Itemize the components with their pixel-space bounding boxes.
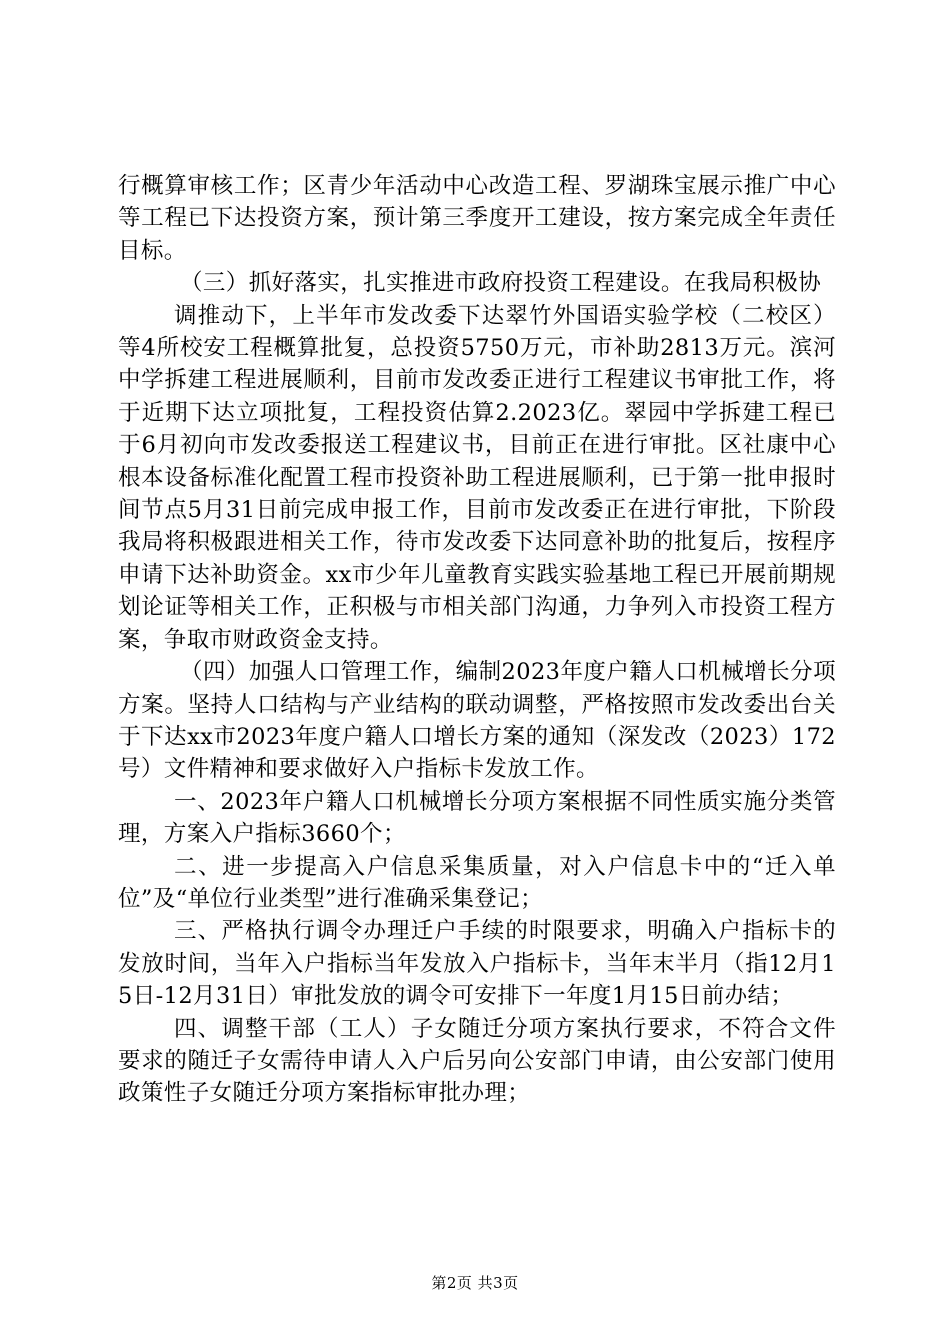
paragraph-6: 二、进一步提高入户信息采集质量，对入户信息卡中的“迁入单位”及“单位行业类型”进行准确采集登记； <box>118 853 836 912</box>
paragraph-7: 三、严格执行调令办理迁户手续的时限要求，明确入户指标卡的发放时间，当年入户指标当年发放入户指标卡，当年末半月（指12月15日-12月31日）审批发放的调令可安排下一年度1月15日前办结； <box>118 918 836 1010</box>
paragraph-5: 一、2023年户籍人口机械增长分项方案根据不同性质实施分类管理，方案入户指标3660个； <box>118 788 836 848</box>
paragraph-3: 调推动下，上半年市发改委下达翠竹外国语实验学校（二校区）等4所校安工程概算批复，总投资5750万元，市补助2813万元。滨河中学拆建工程进展顺利，目前市发改委正进行工程建议书审批工作，将于近期下达立项批复，工程投资估算2.2023亿。翠园中学拆建工程已于6月初向市发改委报送工程建议书，目前正在进行审批。区社康中心根本设备标准化配置工程市投资补助工程进展顺利，已于第一批申报时间节点5月31日前完成申报工作，目前市发改委正在进行审批，下阶段我局将积极跟进相关工作，待市发改委下达同意补助的批复后，按程序申请下达补助资金。xx市少年儿童教育实践实验基地工程已开展前期规划论证等相关工作，正积极与市相关部门沟通，力争列入市投资工程方案，争取市财政资金支持。 <box>118 302 836 653</box>
page-footer: 第2页 共3页 <box>431 1274 519 1292</box>
paragraph-4: （四）加强人口管理工作，编制2023年度户籍人口机械增长分项方案。坚持人口结构与产业结构的联动调整，严格按照市发改委出台关于下达xx市2023年度户籍人口增长方案的通知（深发改（2023）172号）文件精神和要求做好入户指标卡发放工作。 <box>118 659 836 783</box>
paragraph-2: （三）抓好落实，扎实推进市政府投资工程建设。在我局积极协 <box>180 270 822 297</box>
document-body <box>118 170 836 1110</box>
paragraph-1: 行概算审核工作；区青少年活动中心改造工程、罗湖珠宝展示推广中心等工程已下达投资方案，预计第三季度开工建设，按方案完成全年责任目标。 <box>118 173 836 264</box>
paragraph-8: 四、调整干部（工人）子女随迁分项方案执行要求，不符合文件要求的随迁子女需待申请人入户后另向公安部门申请，由公安部门使用政策性子女随迁分项方案指标审批办理； <box>118 1015 836 1107</box>
